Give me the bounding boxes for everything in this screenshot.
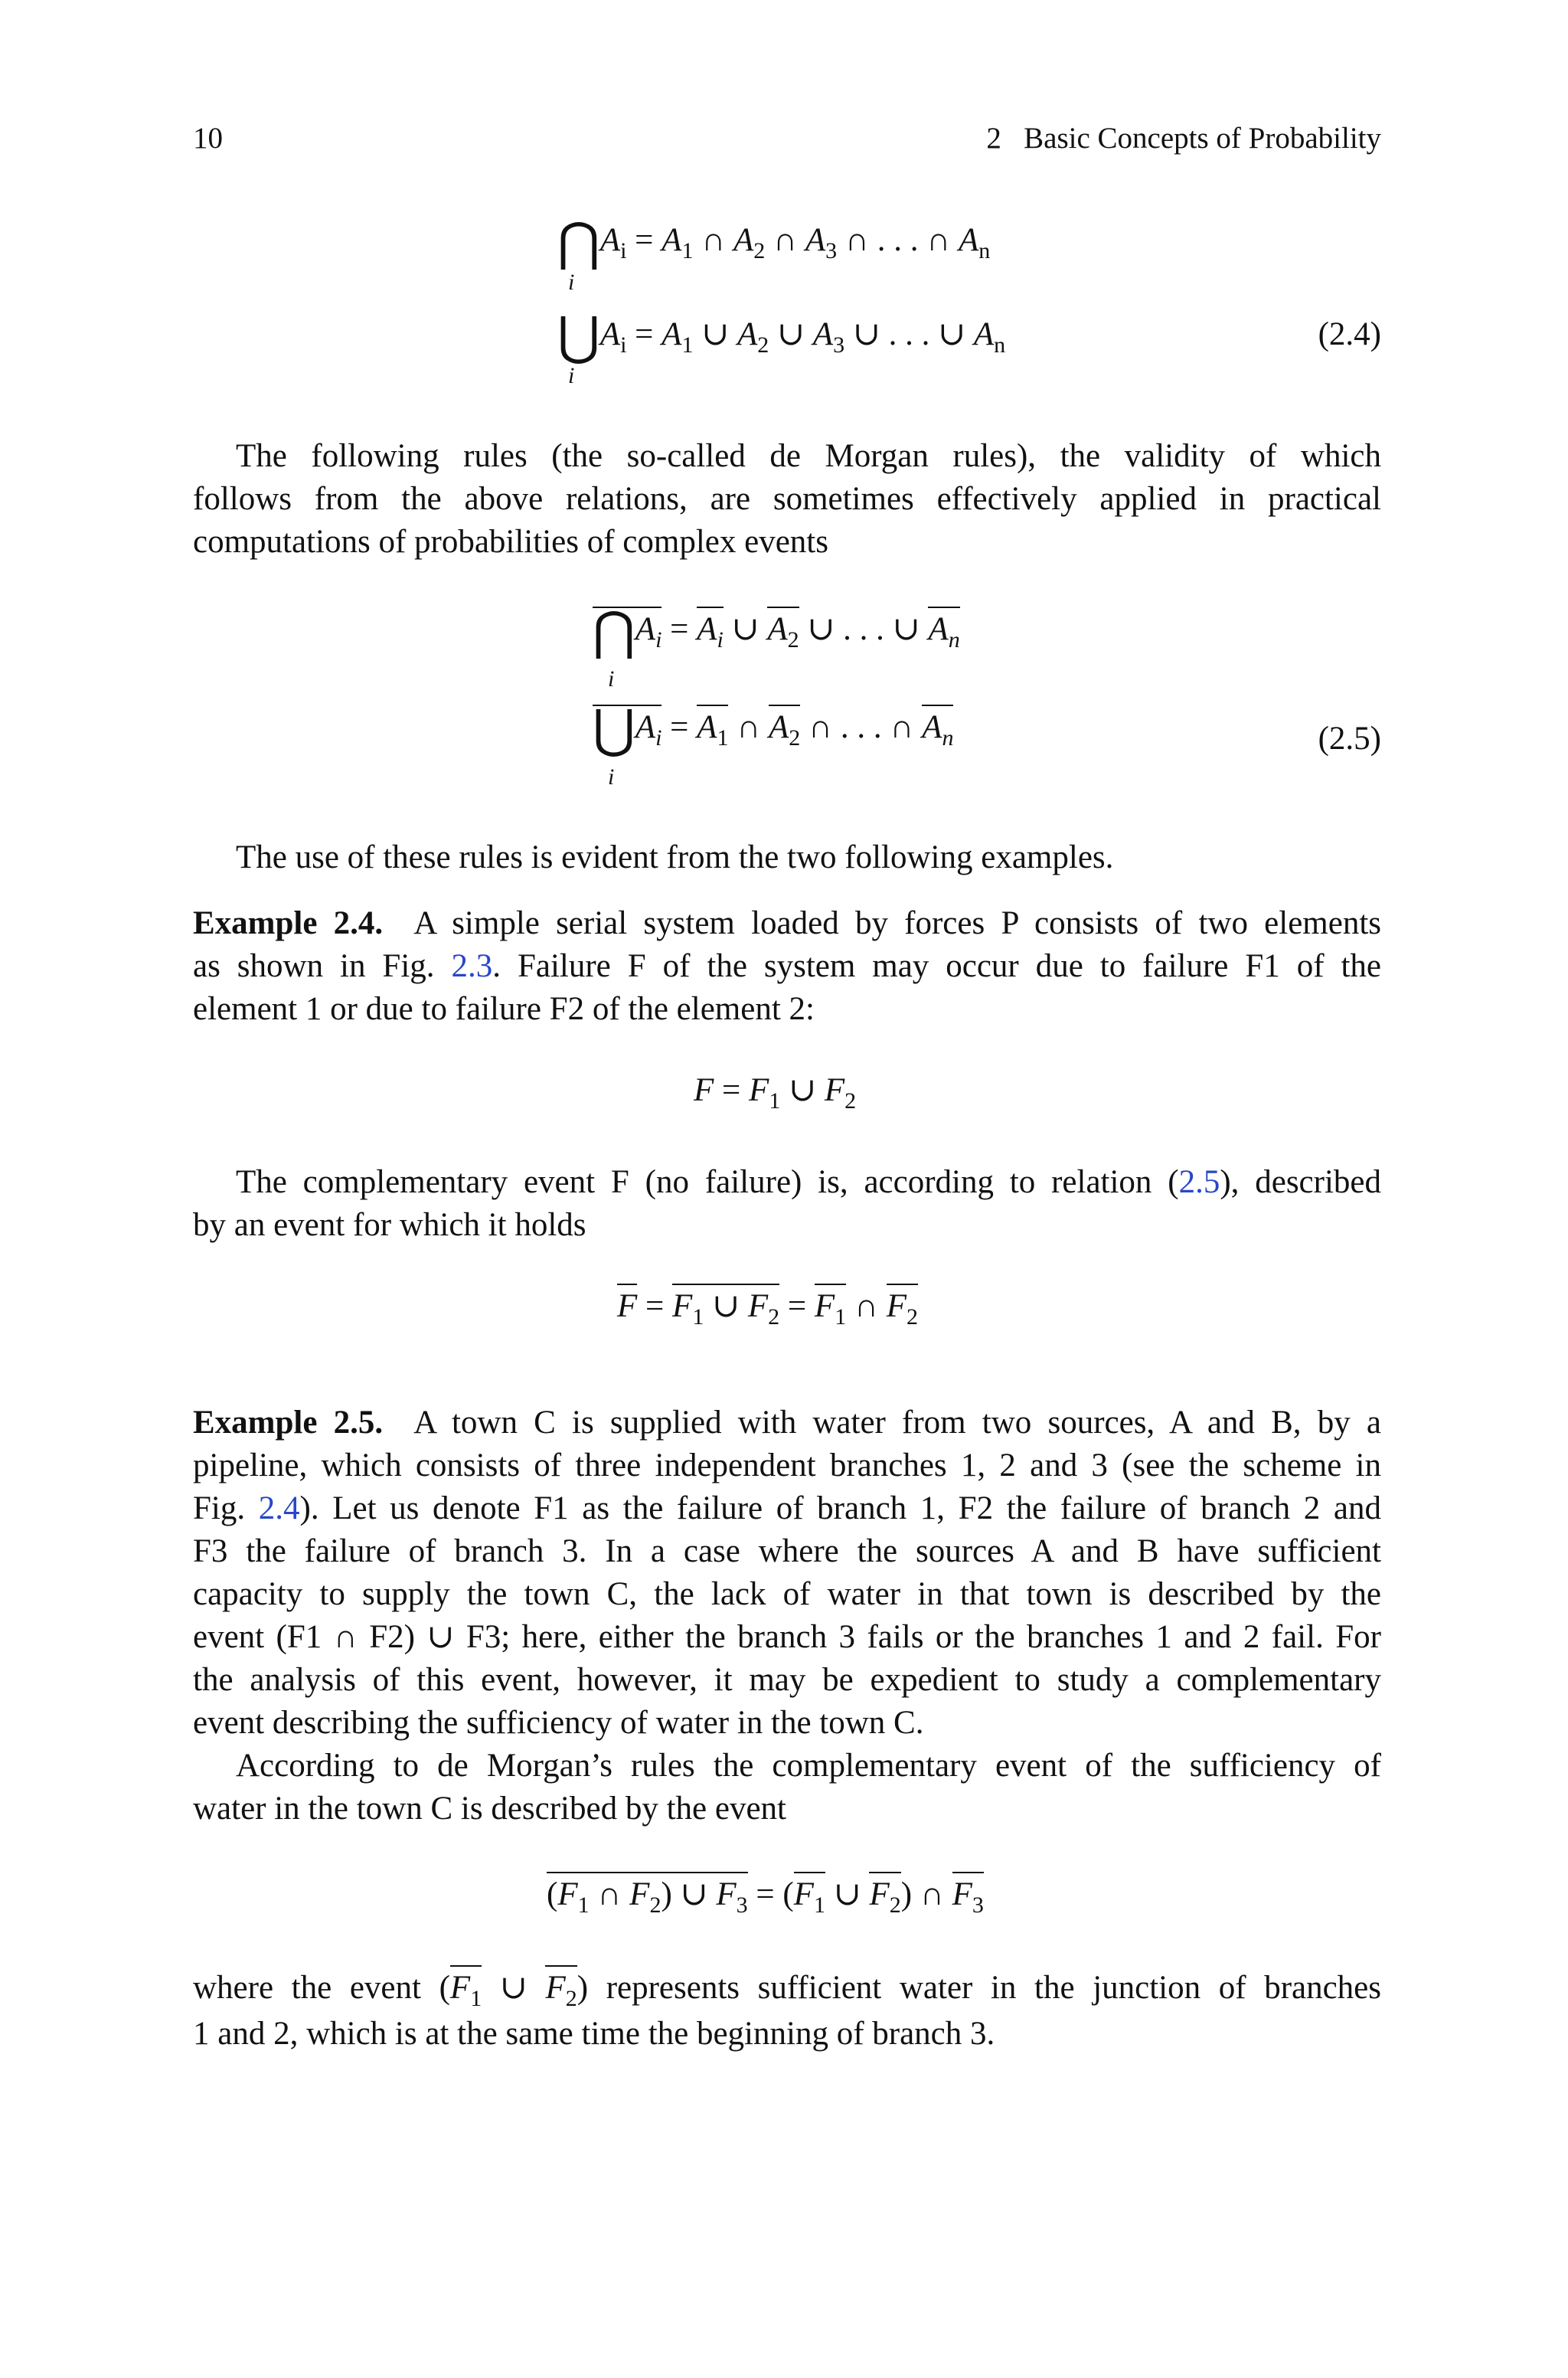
example-2-4: Example 2.4. A simple serial system loaded by forces P consists of two elements as shown in Fig. 2.3. Failure F of the system may occur due to failure F1 of the element 1 or due to failure F2 of the element 2:: [193, 905, 1382, 1027]
equation-number-2-4: (2.4): [1318, 316, 1381, 352]
running-header: [193, 121, 1381, 167]
eq-index-i: i: [568, 270, 575, 295]
paragraph-de-morgan-intro: The following rules (the so-called de Morgan rules), the validity of which follows from the above relations, are sometimes effectively applied in practical computations of probabilities of complex events: [193, 438, 1381, 560]
figure-link[interactable]: 2.4: [258, 1490, 300, 1526]
paragraph-complementary-event: The complementary event F (no failure) is, according to relation (2.5), described by an event for which it holds: [193, 1164, 1381, 1243]
paragraph-rules-use: The use of these rules is evident from the two following examples.: [236, 839, 1114, 875]
equation-failure-union: $F = F_1$ ∪ $F_2$: [694, 1072, 857, 1114]
eq-index-i: i: [568, 363, 575, 388]
figure-link[interactable]: 2.3: [451, 948, 493, 984]
page-number: 10: [193, 122, 223, 155]
chapter-title: 2 Basic Concepts of Probability: [986, 122, 1381, 155]
equation-link[interactable]: 2.5: [1178, 1164, 1220, 1200]
eq-index-i: i: [608, 764, 615, 790]
equation-number-2-5: (2.5): [1318, 721, 1381, 757]
equation-2-4-intersection: $⋂A_i = A_1$ ∩ $A_2$ ∩ $A_3$ ∩ . . . ∩ $A_n$: [557, 213, 991, 271]
equation-sufficiency: ($F_1$ ∩ $F_2$) ∪ $F_3 = (F_1$ ∪ $F_2$) ∩ $F_3$: [547, 1875, 984, 1913]
equation-no-failure: $F = F_1$ ∪ $F_2 = F_1$ ∩ $F_2$: [617, 1287, 918, 1325]
equation-2-5-union: $⋃A_i = A_1$ ∩ $A_2$ ∩ . . . ∩ $A_n$: [593, 700, 954, 758]
equation-2-5-intersection: $⋂A_i = A_i$ ∪ $A_2$ ∪ . . . ∪ $A_n$: [593, 602, 960, 660]
eq-index-i: i: [608, 666, 615, 692]
example-label: Example 2.4.: [193, 905, 384, 941]
paragraph-final: where the event ($F_1$ ∪ $F_2$) represents sufficient water in the junction of branches 1 and 2, which is at the same time the beginning of branch 3.: [193, 1967, 1381, 2056]
example-2-5: Example 2.5. A town C is supplied with water from two sources, A and B, by a pipeline, which consists of three independent branches 1, 2 and 3 (see the scheme in Fig. 2.4). Let us denote F1 as the failure of branch 1, F2 the failure of branch 2 and F3 the failure of branch 3. In a case where the sources A and B have sufficient capacity to supply the town C, the lack of water in that town is described by the event (F1 ∩ F2) ∪ F3; here, either the branch 3 fails or the branches 1 and 2 fail. For the analysis of this event, however, it may be expedient to study a complementary event describing the sufficiency of water in the town C. According to de Morgan’s rules the complementary event of the sufficiency of water in the town C is described by the event: [193, 1405, 1382, 1827]
equation-2-4-union: $⋃A_i = A_1$ ∪ $A_2$ ∪ $A_3$ ∪ . . . ∪ $A_n$: [557, 307, 1006, 365]
example-label: Example 2.5.: [193, 1405, 384, 1441]
